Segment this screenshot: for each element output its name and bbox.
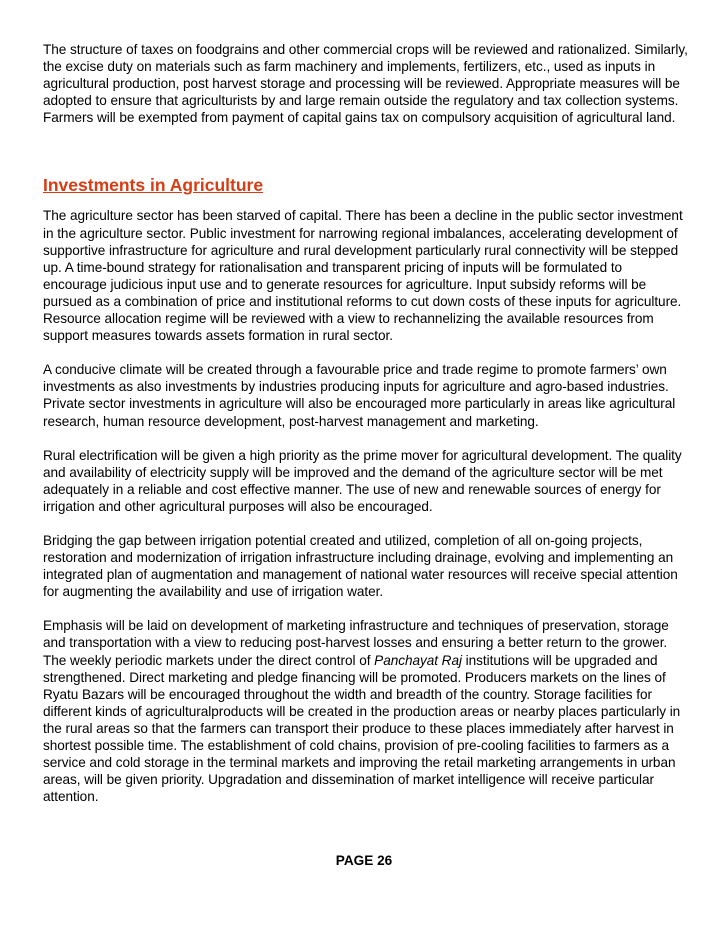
paragraph-capital: The agriculture sector has been starved of capital. There has been a decline in the public sector investment in the agriculture sector. Public investment for narrowing regional imbalances, accelerating development of supportive infrastructure for agriculture and rural development particularly rural connectivity will be stepped up. A time-bound strategy for rationalisation and transparent pricing of inputs will be formulated to encourage judicious input use and to generate resources for agriculture. Input subsidy reforms will be pursued as a combination of price and institutional reforms to cut down costs of these inputs for agriculture. Resource allocation regime will be reviewed with a view to rechannelizing the available resources from support measures towards assets formation in rural sector. [43,208,683,344]
marketing-text-after: institutions will be upgraded and strengthened. Direct marketing and pledge financing will be promoted. Producers markets on the lines of Ryatu Bazars will be encouraged throughout the width and breadth of the country. Storage facilities for different kinds of agriculturalproducts will be created in the production areas or nearby places particularly in the rural areas so that the farmers can transport their produce to these places immediately after harvest in shortest possible time. The establishment of cold chains, provision of pre-cooling facilities to farmers as a service and cold storage in the terminal markets and improving the retail marketing arrangements in urban areas, will be given priority. Upgradation and dissemination of market intelligence will receive particular attention. [43,652,681,805]
document-page [43,41,689,805]
paragraph-taxes: The structure of taxes on foodgrains and other commercial crops will be reviewed and rationalized. Similarly, the excise duty on materials such as farm machinery and implements, fertilizers, etc., used as inputs in agricultural production, post harvest storage and processing will be reviewed. Appropriate measures will be adopted to ensure that agriculturists by and large remain outside the regulatory and tax collection systems. Farmers will be exempted from payment of capital gains tax on compulsory acquisition of agricultural land. [43,42,688,126]
marketing-text-before: Emphasis will be laid on development of marketing infrastructure and techniques of preservation, storage and transportation with a view to reducing post-harvest losses and ensuring a better return to the grower. The weekly periodic markets under the direct control of [43,618,669,668]
section-heading-investments: Investments in Agriculture [43,175,264,196]
paragraph-investment-climate: A conducive climate will be created through a favourable price and trade regime to promote farmers’ own investments as also investments by industries producing inputs for agriculture and agro-based industries. Private sector investments in agriculture will also be encouraged more particularly in areas like agricultural research, human resource development, post-harvest management and marketing. [43,362,676,429]
page-number: PAGE 26 [335,853,393,868]
marketing-text-italic: Panchayat Raj [374,652,462,668]
paragraph-rural-electrification: Rural electrification will be given a high priority as the prime mover for agricultural development. The quality and availability of electricity supply will be improved and the demand of the agriculture sector will be met adequately in a reliable and cost effective manner. The use of new and renewable sources of energy for irrigation and other agricultural purposes will also be encouraged. [43,447,682,514]
paragraph-marketing [43,617,689,805]
paragraph-irrigation: Bridging the gap between irrigation potential created and utilized, completion of all on-going projects, restoration and modernization of irrigation infrastructure including drainage, evolving and implementing an integrated plan of augmentation and management of national water resources will receive special attention for augmenting the availability and use of irrigation water. [43,532,678,600]
